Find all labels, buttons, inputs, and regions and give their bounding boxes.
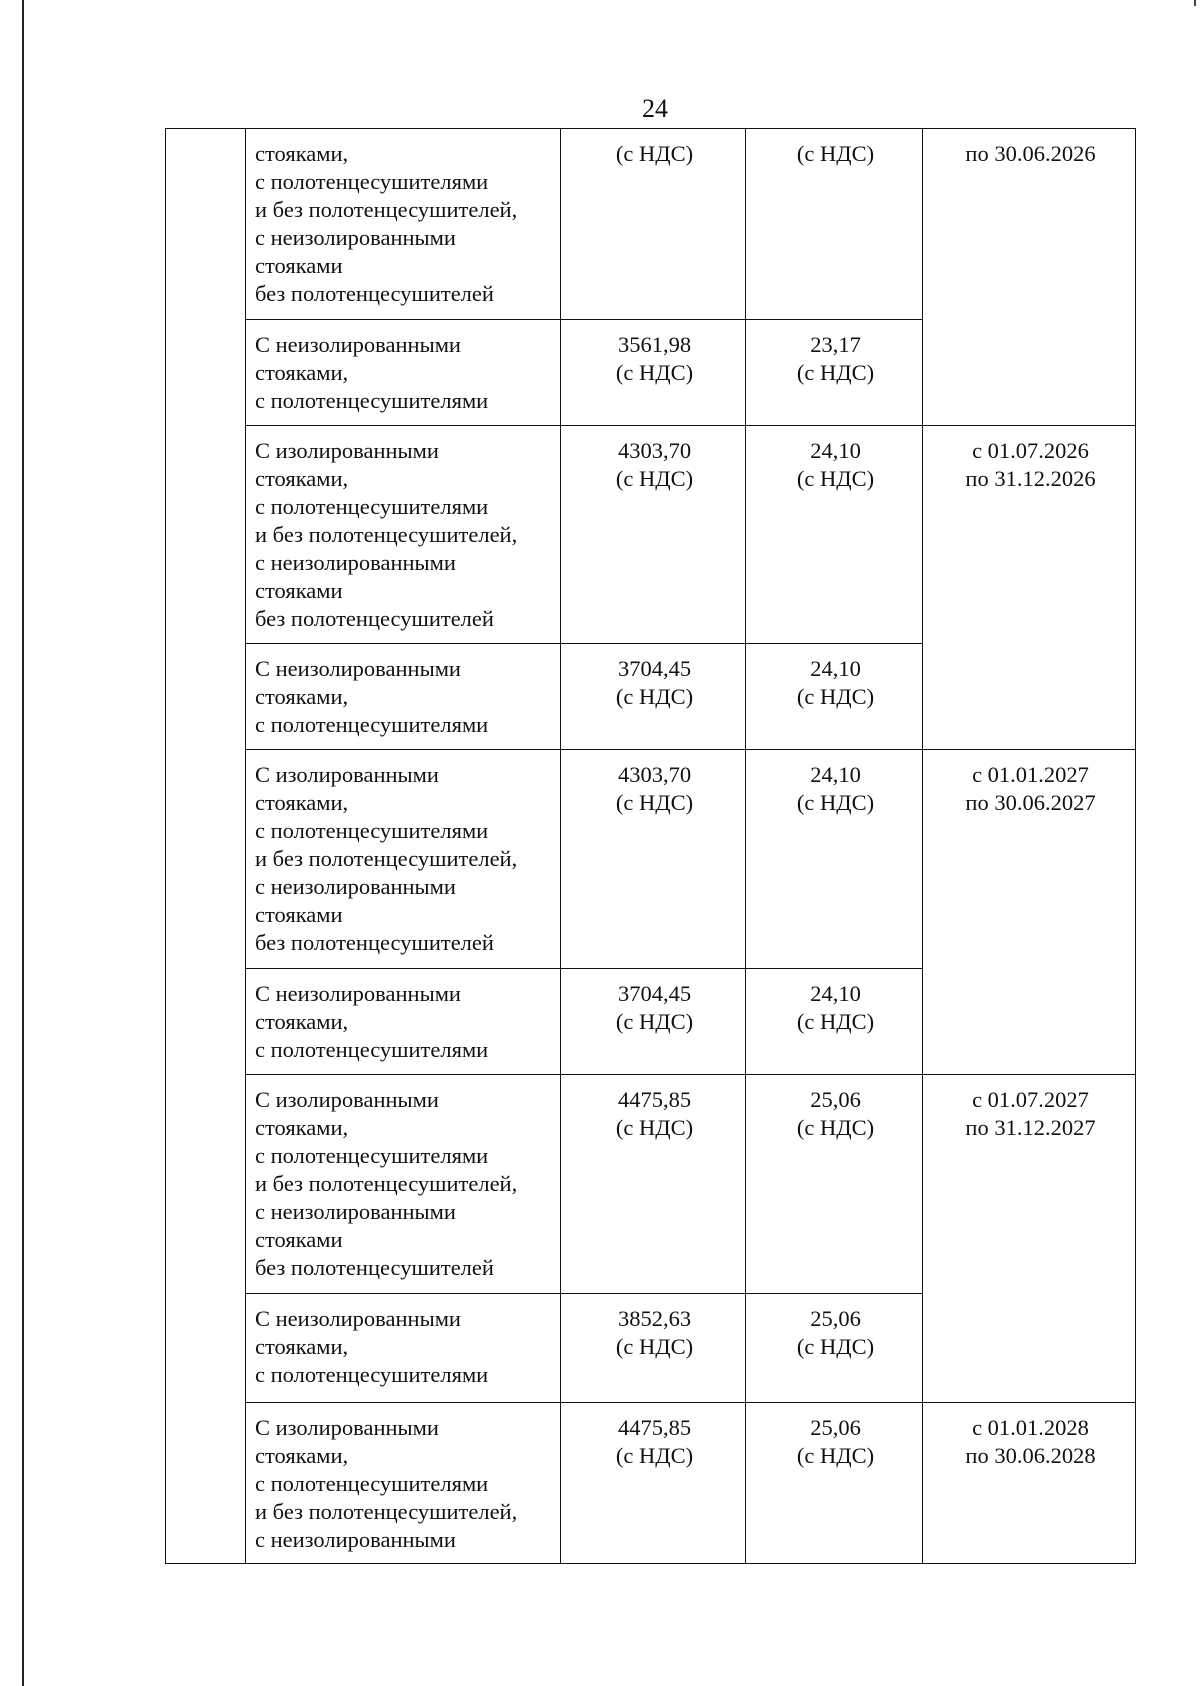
description-cell: С неизолированными стояками, с полотенцесушителями xyxy=(246,1293,561,1402)
rate-cell: (с НДС) xyxy=(746,129,923,320)
rate-cell: 25,06 (с НДС) xyxy=(746,1293,923,1402)
table-row xyxy=(166,1403,1136,1564)
price-cell: 4303,70 (с НДС) xyxy=(561,426,746,644)
rate-cell: 24,10 (с НДС) xyxy=(746,426,923,644)
table-row xyxy=(166,750,1136,969)
description-cell: С неизолированными стояками, с полотенцесушителями xyxy=(246,968,561,1074)
price-cell: 3561,98 (с НДС) xyxy=(561,319,746,425)
period-cell: с 01.01.2027 по 30.06.2027 xyxy=(923,750,1136,1075)
price-cell: (с НДС) xyxy=(561,129,746,320)
price-cell: 3852,63 (с НДС) xyxy=(561,1293,746,1402)
table-row xyxy=(166,426,1136,644)
price-cell: 3704,45 (с НДС) xyxy=(561,643,746,749)
description-cell: С изолированными стояками, с полотенцесушителями и без полотенцесушителей, с неизолированными стояками без полотенцесушителей xyxy=(246,1075,561,1294)
rate-cell: 23,17 (с НДС) xyxy=(746,319,923,425)
table-row xyxy=(166,1075,1136,1294)
period-cell: с 01.07.2027 по 31.12.2027 xyxy=(923,1075,1136,1403)
period-cell: по 30.06.2026 xyxy=(923,129,1136,426)
rate-cell: 25,06 (с НДС) xyxy=(746,1075,923,1294)
description-cell: С неизолированными стояками, с полотенцесушителями xyxy=(246,643,561,749)
price-cell: 4475,85 (с НДС) xyxy=(561,1075,746,1294)
period-cell: с 01.01.2028 по 30.06.2028 xyxy=(923,1403,1136,1564)
price-cell: 4475,85 (с НДС) xyxy=(561,1403,746,1564)
description-cell: С неизолированными стояками, с полотенцесушителями xyxy=(246,319,561,425)
scan-edge xyxy=(22,0,24,1686)
rate-cell: 24,10 (с НДС) xyxy=(746,750,923,969)
rate-cell: 25,06 (с НДС) xyxy=(746,1403,923,1564)
description-cell: С изолированными стояками, с полотенцесушителями и без полотенцесушителей, с неизолированными стояками без полотенцесушителей xyxy=(246,426,561,644)
price-cell: 3704,45 (с НДС) xyxy=(561,968,746,1074)
rate-cell: 24,10 (с НДС) xyxy=(746,968,923,1074)
rate-cell: 24,10 (с НДС) xyxy=(746,643,923,749)
description-cell: С изолированными стояками, с полотенцесушителями и без полотенцесушителей, с неизолированными xyxy=(246,1403,561,1564)
description-cell: стояками, с полотенцесушителями и без полотенцесушителей, с неизолированными стояками без полотенцесушителей xyxy=(246,129,561,320)
tariff-table xyxy=(165,128,1136,1564)
scan-mark xyxy=(1194,0,1196,6)
page-number: 24 xyxy=(642,94,668,123)
price-cell: 4303,70 (с НДС) xyxy=(561,750,746,969)
row-number-cell xyxy=(166,129,246,1564)
description-cell: С изолированными стояками, с полотенцесушителями и без полотенцесушителей, с неизолированными стояками без полотенцесушителей xyxy=(246,750,561,969)
period-cell: с 01.07.2026 по 31.12.2026 xyxy=(923,426,1136,750)
table-row xyxy=(166,129,1136,320)
